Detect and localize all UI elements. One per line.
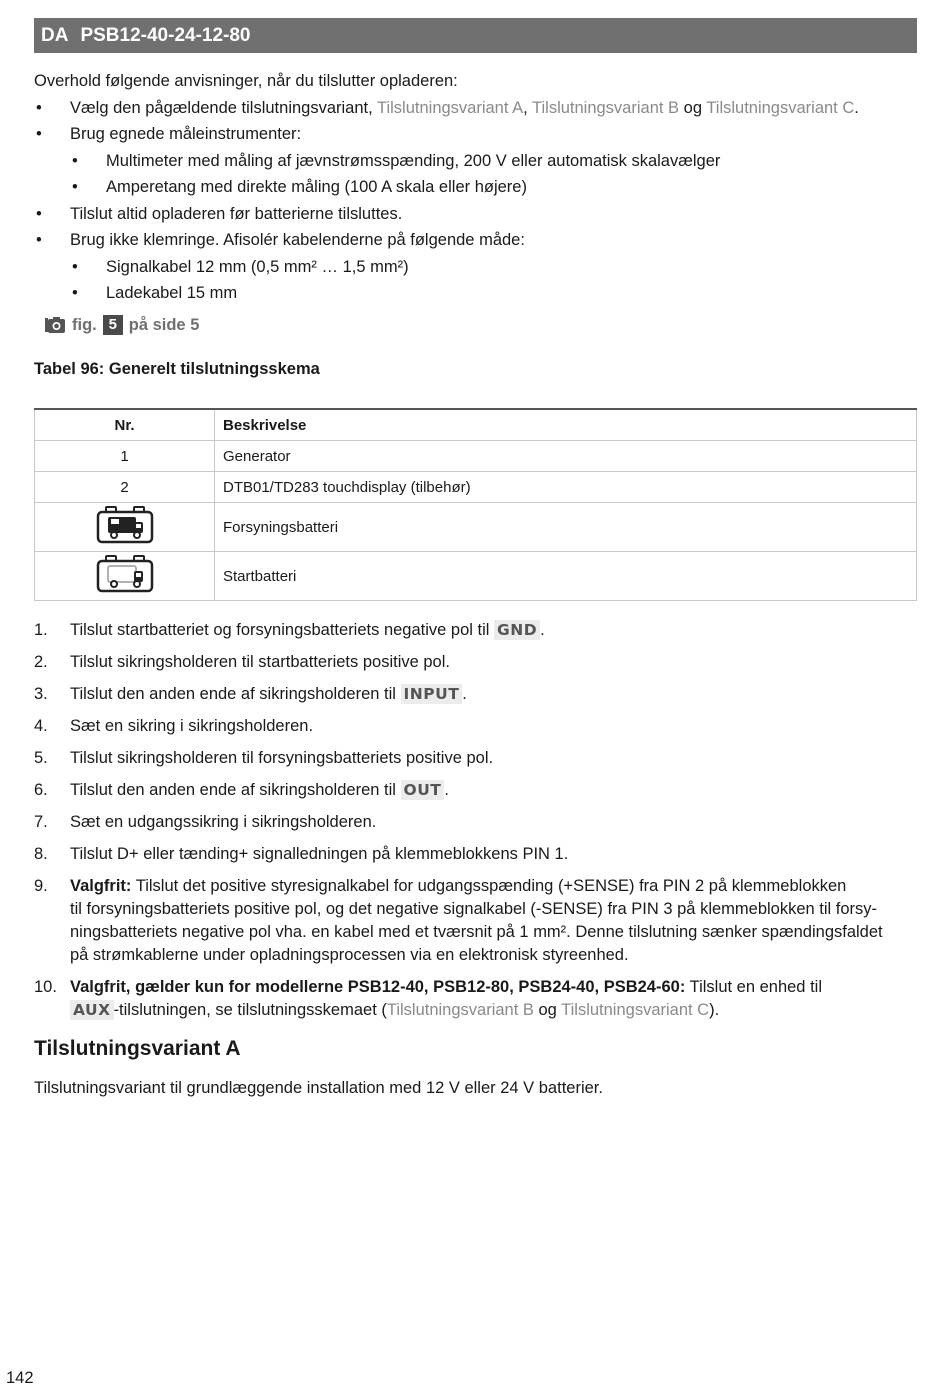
step-item — [34, 976, 917, 1022]
step-number: 5. — [34, 749, 48, 767]
section-heading: Tilslutningsvariant A — [34, 1037, 241, 1060]
sub-bullet-item — [34, 280, 917, 307]
step-item — [34, 843, 917, 866]
step-text: Tilslut sikringsholderen til startbatteriets positive pol. — [70, 653, 450, 671]
table-row — [35, 503, 917, 552]
step-number: 3. — [34, 685, 48, 703]
bullet-text: Signalkabel 12 mm (0,5 mm² … 1,5 mm²) — [106, 257, 409, 276]
terminal-label: GND — [494, 620, 540, 640]
bullet-text: Amperetang med direkte måling (100 A skala eller højere) — [106, 178, 527, 196]
table-row — [35, 552, 917, 601]
bullet-dot: • — [72, 151, 78, 170]
column-header-description: Beskrivelse — [215, 409, 917, 441]
step-line — [70, 976, 917, 999]
step-line — [70, 999, 917, 1022]
step-text: Tilslut det positive styresignalkabel for udgangsspænding (+SENSE) fra PIN 2 på klemmeblokken — [135, 877, 847, 895]
row-icon-cell — [35, 503, 215, 552]
link-variant-c[interactable]: Tilslutningsvariant C — [561, 1001, 710, 1019]
step-text-end: ). — [709, 1001, 720, 1019]
step-text: Tilslut den anden ende af sikringsholderen til — [70, 685, 396, 703]
step-item — [34, 651, 917, 674]
bullet-text: Brug egnede måleinstrumenter: — [70, 125, 302, 143]
bullet-dot: • — [36, 98, 42, 117]
link-variant-b[interactable]: Tilslutningsvariant B — [532, 98, 680, 117]
step-text: Tilslut sikringsholderen til forsyningsbatteriets positive pol. — [70, 749, 494, 767]
camera-icon — [44, 316, 66, 334]
sub-bullet-item — [34, 254, 917, 281]
language-code: DA — [41, 24, 69, 46]
bullet-dot: • — [36, 231, 42, 249]
conjunction: og — [683, 98, 703, 117]
row-description: Generator — [215, 441, 917, 472]
step-text: Sæt en sikring i sikringsholderen. — [70, 717, 314, 735]
bullet-item — [34, 201, 917, 228]
step-bold-label: Valgfrit, gælder kun for modellerne PSB12-40, PSB12-80, PSB24-40, PSB24-60: — [70, 978, 686, 996]
row-number: 2 — [35, 472, 215, 503]
page-header — [34, 18, 917, 53]
step-item: 3. Tilslut den anden ende af sikringsholderen til INPUT . — [34, 683, 917, 706]
step-number: 6. — [34, 781, 48, 799]
starter-battery-icon — [96, 555, 154, 593]
figure-page-text: på side 5 — [128, 315, 200, 334]
step-text: Tilslut startbatteriet og forsyningsbatteriets negative pol til — [70, 621, 490, 639]
supply-battery-icon — [96, 506, 154, 544]
steps-list — [34, 619, 917, 1031]
step-number: 4. — [34, 717, 48, 735]
table-row — [35, 441, 917, 472]
bullet-item — [34, 227, 917, 254]
step-item — [34, 875, 917, 967]
figure-number-badge: 5 — [103, 315, 123, 335]
bullet-item: • Vælg den pågældende tilslutningsvariant, Tilslutningsvariant A, Tilslutningsvariant B og Tilslutningsvariant C. — [34, 95, 917, 122]
conjunction: og — [538, 1001, 557, 1019]
step-item: 6. Tilslut den anden ende af sikringsholderen til OUT . — [34, 779, 917, 802]
intro-text: Overhold følgende anvisninger, når du tilslutter opladeren: — [34, 72, 458, 90]
sub-bullet-item — [34, 174, 917, 201]
step-bold-label: Valgfrit: — [70, 877, 132, 895]
model-title: PSB12-40-24-12-80 — [80, 24, 251, 46]
step-item — [34, 715, 917, 738]
terminal-label: AUX — [70, 1000, 114, 1020]
step-number: 9. — [34, 877, 48, 895]
step-text: Tilslut D+ eller tænding+ signalledningen på klemmeblokkens PIN 1. — [70, 845, 569, 863]
step-number: 8. — [34, 845, 48, 863]
row-icon-cell — [35, 552, 215, 601]
step-number: 1. — [34, 621, 48, 639]
step-item — [34, 747, 917, 770]
step-number: 10. — [34, 978, 57, 996]
step-text: Tilslut en enhed til — [689, 978, 822, 996]
step-text: Sæt en udgangssikring i sikringsholderen. — [70, 813, 377, 831]
link-variant-b[interactable]: Tilslutningsvariant B — [386, 1001, 534, 1019]
figure-reference-link[interactable] — [34, 311, 917, 339]
page-number: 142 — [6, 1369, 34, 1387]
bullet-dot: • — [72, 284, 78, 302]
instructions-block — [34, 68, 917, 339]
step-item — [34, 811, 917, 834]
bullet-dot: • — [72, 178, 78, 196]
bullet-dot: • — [72, 257, 78, 276]
bullet-text: Ladekabel 15 mm — [106, 284, 238, 302]
step-number: 2. — [34, 653, 48, 671]
column-header-nr: Nr. — [35, 409, 215, 441]
step-number: 7. — [34, 813, 48, 831]
link-variant-c[interactable]: Tilslutningsvariant C — [706, 98, 855, 117]
table-header-row — [35, 409, 917, 441]
step-line: til forsyningsbatteriets positive pol, og det negative signalkabel (-SENSE) fra PIN 3 på klemmeblokken til forsy- — [70, 900, 878, 918]
link-variant-a[interactable]: Tilslutningsvariant A — [377, 98, 524, 117]
table-caption: Tabel 96: Generelt tilslutningsskema — [34, 360, 320, 378]
row-description: Startbatteri — [215, 552, 917, 601]
terminal-label: OUT — [401, 780, 445, 800]
bullet-dot: • — [36, 204, 42, 223]
bullet-text: Brug ikke klemringe. Afisolér kabelenderne på følgende måde: — [70, 231, 525, 249]
row-description: Forsyningsbatteri — [215, 503, 917, 552]
bullet-dot: • — [36, 125, 42, 143]
bullet-text: Vælg den pågældende tilslutningsvariant, — [70, 98, 373, 117]
figure-prefix: fig. — [72, 315, 97, 334]
row-number: 1 — [35, 441, 215, 472]
step-item: 1. Tilslut startbatteriet og forsyningsbatteriets negative pol til GND . — [34, 619, 917, 642]
bullet-item — [34, 121, 917, 148]
step-line — [70, 875, 917, 898]
bullet-text: Tilslut altid opladeren før batterierne tilsluttes. — [70, 204, 403, 223]
table-row — [35, 472, 917, 503]
step-line: ningsbatteriets negative pol vha. en kabel med et tværsnit på 1 mm². Denne tilslutning sænker spændingsfaldet — [70, 923, 883, 941]
terminal-label: INPUT — [401, 684, 463, 704]
step-line: på strømkablerne under opladningsprocessen via en elektronisk styreenhed. — [70, 946, 629, 964]
section-body: Tilslutningsvariant til grundlæggende installation med 12 V eller 24 V batterier. — [34, 1079, 603, 1097]
step-text: Tilslut den anden ende af sikringsholderen til — [70, 781, 396, 799]
step-text: -tilslutningen, se tilslutningsskemaet ( — [113, 1001, 387, 1019]
connection-table — [34, 408, 917, 601]
row-description: DTB01/TD283 touchdisplay (tilbehør) — [215, 472, 917, 503]
bullet-text: Multimeter med måling af jævnstrømsspænding, 200 V eller automatisk skalavælger — [106, 151, 721, 170]
sub-bullet-item — [34, 148, 917, 175]
